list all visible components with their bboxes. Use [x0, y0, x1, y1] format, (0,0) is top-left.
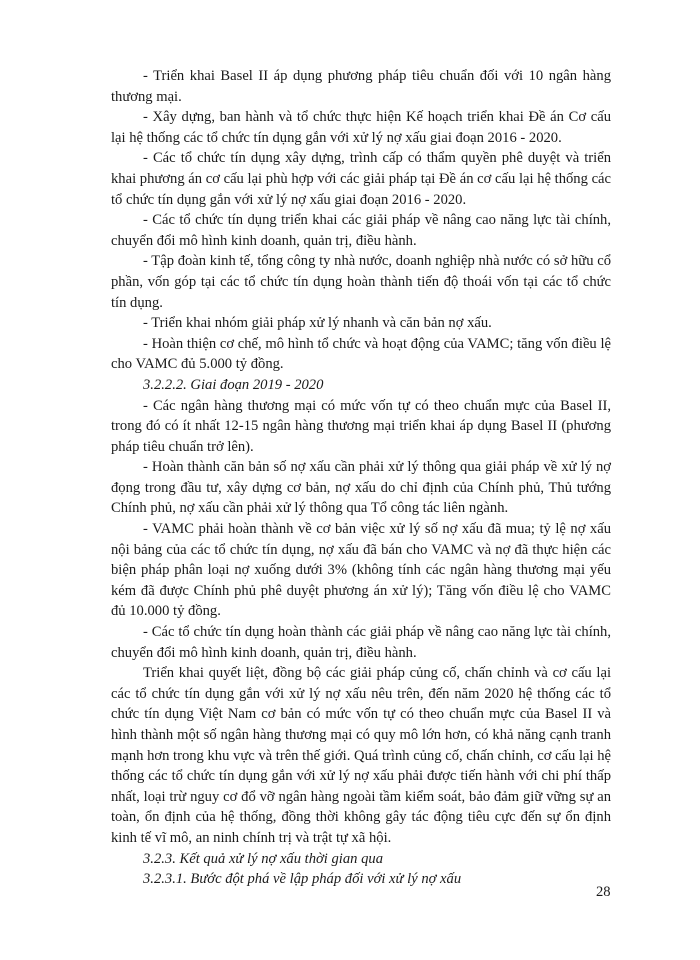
- body-paragraph: - Hoàn thành căn bản số nợ xấu cần phải xử lý thông qua giải pháp về xử lý nợ đọng trong đầu tư, xây dựng cơ bản, nợ xấu do chỉ định của Chính phủ, Thủ tướng Chính phủ, nợ xấu cần phải xử lý thông qua Tổ công tác liên ngành.: [111, 459, 611, 517]
- body-paragraph: - Tập đoàn kinh tế, tổng công ty nhà nước, doanh nghiệp nhà nước có sở hữu cổ phần, vốn góp tại các tổ chức tín dụng hoàn thành tiến độ thoái vốn tại các tổ chức tín dụng.: [111, 253, 611, 311]
- body-paragraph: - VAMC phải hoàn thành về cơ bản việc xử lý số nợ xấu đã mua; tỷ lệ nợ xấu nội bảng của các tổ chức tín dụng, nợ xấu đã bán cho VAMC và nợ đã thực hiện các biện pháp phân loại nợ xuống dưới 3% (không tính các ngân hàng thương mại yếu kém đã được Chính phủ phê duyệt phương án xử lý); Tăng vốn điều lệ cho VAMC đủ 10.000 tỷ đồng.: [111, 521, 611, 620]
- body-paragraph: - Triển khai Basel II áp dụng phương pháp tiêu chuẩn đối với 10 ngân hàng thương mại.: [111, 68, 611, 105]
- section-heading: 3.2.2.2. Giai đoạn 2019 - 2020: [143, 376, 324, 393]
- section-heading: 3.2.3.1. Bước đột phá về lập pháp đối với xử lý nợ xấu: [143, 871, 462, 888]
- body-paragraph: Triển khai quyết liệt, đồng bộ các giải pháp củng cố, chấn chỉnh và cơ cấu lại các tổ chức tín dụng gắn với xử lý nợ xấu nêu trên, đến năm 2020 hệ thống các tổ chức tín dụng Việt Nam cơ bản có mức vốn tự có theo chuẩn mực của Basel II và hình thành một số ngân hàng thương mại có quy mô lớn hơn, có khả năng cạnh tranh mạnh hơn trong khu vực và trên thế giới. Quá trình củng cố, chấn chỉnh, cơ cấu lại hệ thống các tổ chức tín dụng gắn với xử lý nợ xấu phải được tiến hành với chi phí thấp nhất, loại trừ nguy cơ đổ vỡ ngân hàng ngoài tầm kiểm soát, bảo đảm giữ vững sự an toàn, ổn định của hệ thống, đồng thời không gây tác động tiêu cực đến sự ổn định kinh tế vĩ mô, an ninh chính trị và trật tự xã hội.: [111, 665, 611, 846]
- body-paragraph: - Các tổ chức tín dụng xây dựng, trình cấp có thẩm quyền phê duyệt và triển khai phương án cơ cấu lại phù hợp với các giải pháp tại Đề án cơ cấu lại hệ thống các tổ chức tín dụng gắn với xử lý nợ xấu giai đoạn 2016 - 2020.: [111, 150, 611, 208]
- body-paragraph: - Triển khai nhóm giải pháp xử lý nhanh và căn bản nợ xấu.: [143, 315, 492, 332]
- body-paragraph: - Hoàn thiện cơ chế, mô hình tổ chức và hoạt động của VAMC; tăng vốn điều lệ cho VAMC đủ 5.000 tỷ đồng.: [111, 335, 611, 373]
- body-paragraph: - Các ngân hàng thương mại có mức vốn tự có theo chuẩn mực của Basel II, trong đó có ít nhất 12-15 ngân hàng thương mại triển khai áp dụng Basel II (phương pháp tiêu chuẩn trở lên).: [111, 397, 611, 455]
- document-body: [111, 66, 611, 890]
- body-paragraph: - Các tổ chức tín dụng hoàn thành các giải pháp về nâng cao năng lực tài chính, chuyển đổi mô hình kinh doanh, quản trị, điều hành.: [111, 624, 611, 661]
- page-number: 28: [596, 884, 611, 900]
- body-paragraph: - Các tổ chức tín dụng triển khai các giải pháp về nâng cao năng lực tài chính, chuyển đổi mô hình kinh doanh, quản trị, điều hành.: [111, 212, 611, 249]
- body-paragraph: - Xây dựng, ban hành và tổ chức thực hiện Kế hoạch triển khai Đề án Cơ cấu lại hệ thống các tổ chức tín dụng gắn với xử lý nợ xấu giai đoạn 2016 - 2020.: [111, 109, 611, 146]
- section-heading: 3.2.3. Kết quả xử lý nợ xấu thời gian qua: [143, 850, 383, 867]
